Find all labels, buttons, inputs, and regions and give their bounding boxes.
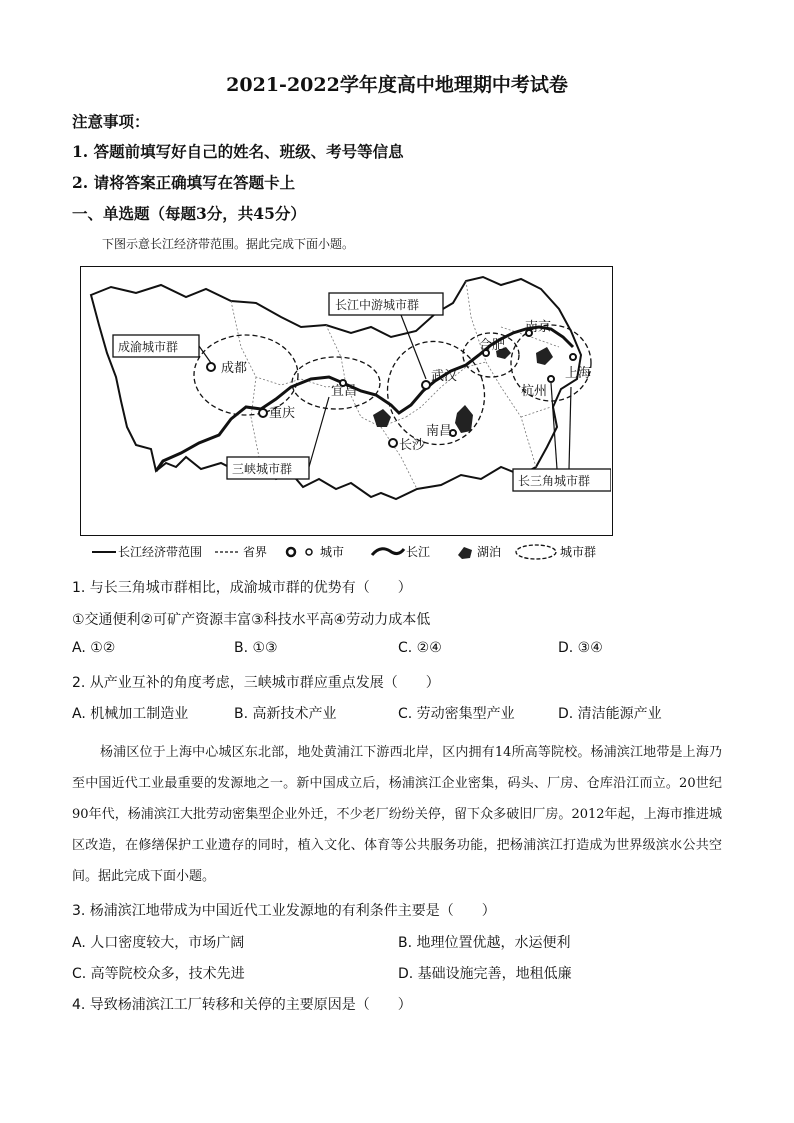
legend-lake: 湖泊 <box>477 545 502 559</box>
notice-heading: 注意事项： <box>72 112 150 131</box>
map-legend <box>80 541 613 563</box>
label-yichang: 宜昌 <box>331 384 358 399</box>
label-hangzhou: 杭州 <box>521 384 548 399</box>
legend-city-big-symbol <box>287 548 295 556</box>
q1-stem: 1. 与长三角城市群相比，成渝城市群的优势有（ ） <box>72 580 412 596</box>
q1-choice-d[interactable]: D. ③④ <box>558 640 603 656</box>
q2-choice-c[interactable]: C. 劳动密集型产业 <box>398 706 515 722</box>
q1-choice-a[interactable]: A. ①② <box>72 640 116 656</box>
q4-stem: 4. 导致杨浦滨江工厂转移和关停的主要原因是（ ） <box>72 997 412 1013</box>
label-nanjing: 南京 <box>525 320 552 335</box>
notice-item-1: 1. 答题前填写好自己的姓名、班级、考号等信息 <box>72 142 404 161</box>
label-hefei: 合肥 <box>479 338 506 353</box>
q2-choice-b[interactable]: B. 高新技术产业 <box>234 706 337 722</box>
label-nanchang: 南昌 <box>426 424 453 439</box>
legend-cluster: 城市群 <box>560 545 597 559</box>
legend-lake-symbol <box>458 547 472 559</box>
box-sanxia: 三峡城市群 <box>232 462 293 476</box>
q2-choice-a[interactable]: A. 机械加工制造业 <box>72 706 189 722</box>
q3-choice-a[interactable]: A. 人口密度较大，市场广阔 <box>72 935 245 951</box>
exam-title: 2021-2022学年度高中地理期中考试卷 <box>226 74 568 96</box>
lake-poyang <box>455 405 473 433</box>
q1-choice-b[interactable]: B. ①③ <box>234 640 278 656</box>
city-shanghai-marker <box>570 354 576 360</box>
q3-choice-c[interactable]: C. 高等院校众多，技术先进 <box>72 966 245 982</box>
box-zhongyou: 长江中游城市群 <box>335 298 420 312</box>
label-chengdu: 成都 <box>221 361 248 376</box>
city-wuhan-marker <box>422 381 430 389</box>
box-sanjiao: 长三角城市群 <box>518 474 591 488</box>
notice-item-2: 2. 请将答案正确填写在答题卡上 <box>72 173 296 192</box>
q3-stem: 3. 杨浦滨江地带成为中国近代工业发源地的有利条件主要是（ ） <box>72 903 496 919</box>
city-hangzhou-marker <box>548 376 554 382</box>
legend-river: 长江 <box>406 545 431 559</box>
legend-svg <box>80 541 613 563</box>
label-chongqing: 重庆 <box>269 406 296 421</box>
q2-stem: 2. 从产业互补的角度考虑，三峡城市群应重点发展（ ） <box>72 675 440 691</box>
yangtze-river <box>156 327 573 471</box>
cluster-sanxia <box>292 357 380 409</box>
city-chengdu-marker <box>207 363 215 371</box>
q1-choice-c[interactable]: C. ②④ <box>398 640 442 656</box>
label-shanghai: 上海 <box>565 366 592 381</box>
label-changsha: 长沙 <box>399 438 426 453</box>
q1-options-line: ①交通便利②可矿产资源丰富③科技水平高④劳动力成本低 <box>72 612 431 628</box>
legend-city: 城市 <box>320 545 345 559</box>
city-changsha-marker <box>389 439 397 447</box>
map-svg <box>81 267 611 534</box>
legend-border: 省界 <box>243 545 268 559</box>
q3-choice-d[interactable]: D. 基础设施完善，地租低廉 <box>398 966 572 982</box>
passage-yangpu: 杨浦区位于上海中心城区东北部，地处黄浦江下游西北岸，区内拥有14所高等院校。杨浦滨江地带是上海乃至中国近代工业最重要的发源地之一。新中国成立后，杨浦滨江企业密集，码头、厂房、仓库沿江而立。20世纪90年代，杨浦滨江大批劳动密集型企业外迁，不少老厂纷纷关停，留下众多破旧厂房。2012年起，上海市推进城区改造，在修缮保护工业遗存的同时，植入文化、体育等公共服务功能，把杨浦滨江打造成为世界级滨水公共空间。据此完成下面小题。 <box>72 745 722 884</box>
intro-text: 下图示意长江经济带范围。据此完成下面小题。 <box>102 237 355 251</box>
lake-taihu <box>536 347 553 365</box>
legend-cluster-symbol <box>516 545 556 559</box>
section-heading: 一、单选题（每题3分，共45分） <box>72 204 306 223</box>
legend-range: 长江经济带范围 <box>118 545 203 559</box>
label-wuhan: 武汉 <box>431 369 458 384</box>
q3-choice-b[interactable]: B. 地理位置优越，水运便利 <box>398 935 571 951</box>
city-chongqing-marker <box>259 409 267 417</box>
q2-choice-d[interactable]: D. 清洁能源产业 <box>558 706 662 722</box>
legend-river-symbol <box>372 549 404 555</box>
yangtze-economic-belt-map <box>80 266 613 536</box>
legend-city-small-symbol <box>306 549 312 555</box>
box-chengyu: 成渝城市群 <box>118 340 179 354</box>
